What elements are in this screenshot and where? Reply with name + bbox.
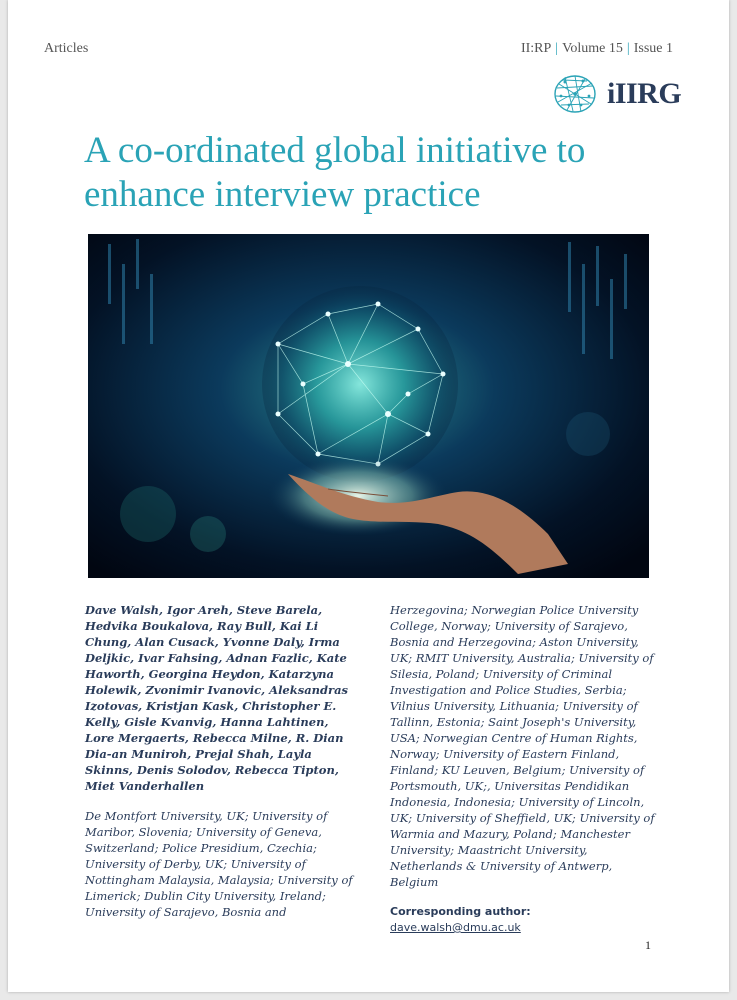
author-list: Dave Walsh, Igor Areh, Steve Barela, Hedvika Boukalova, Ray Bull, Kai Li Chung, Alan Cusack, Yvonne Daly, Irma Deljkic, Ivar Fahsing, Adnan Fazlic, Kate Haworth, Georgina Heydon, Katarzyna Holewik, Zvonimir Ivanovic, Aleksandras Izotovas, Kristjan Kask, Christopher E. Kelly, Gisle Kvanvig, Hanna Lahtinen, Lore Mergaerts, Rebecca Milne, R. Dian Dia-an Muniroh, Prejal Shah, Layla Skinns, Denis Solodov, Rebecca Tipton, Miet Vanderhallen [85, 603, 349, 793]
right-column [390, 602, 662, 936]
article-title: A co-ordinated global initiative to enhance interview practice [84, 130, 586, 215]
iiirg-logo [553, 72, 693, 116]
header-separator: | [626, 41, 630, 56]
header-separator: | [555, 41, 559, 56]
affiliations-part-1: De Montfort University, UK; University of Maribor, Slovenia; University of Geneva, Switzerland; Police Presidium, Czechia; University of Derby, UK; University of Nottingham Malaysia, Malaysia; University of Limerick; Dublin City University, Ireland; University of Sarajevo, Bosnia and [85, 809, 353, 919]
journal-name: II:RP [520, 41, 552, 56]
affiliations-part-2: Herzegovina; Norwegian Police University College, Norway; University of Sarajevo, Bosnia and Herzegovina; Aston University, UK; RMIT University, Australia; University of Silesia, Poland; University of Criminal Investigation and Police Studies, Serbia; Vilnius University, Lithuania; University of Tallinn, Estonia; Saint Joseph's University, USA; Norwegian Centre of Human Rights, Norway; University of Eastern Finland, Finland; KU Leuven, Belgium; University of Portsmouth, UK;, Universitas Pendidikan Indonesia, Indonesia; University of Lincoln, UK; University of Sheffield, UK; University of Warmia and Mazury, Poland; Manchester University; Maastricht University, Netherlands & University of Antwerp, Belgium [390, 603, 655, 889]
corresponding-author-label: Corresponding author: [390, 905, 531, 918]
logo-text: iIIRG [607, 77, 682, 110]
page-number: 1 [645, 938, 651, 952]
corresponding-email-link[interactable]: dave.walsh@dmu.ac.uk [390, 921, 521, 934]
hero-image [88, 234, 649, 578]
article-page [8, 0, 729, 992]
left-column [85, 602, 353, 920]
section-label: Articles [44, 41, 89, 56]
issue-label: Issue 1 [633, 41, 673, 56]
network-globe-hand-illustration [88, 234, 649, 578]
corresponding-author [390, 904, 662, 936]
journal-header [521, 41, 673, 57]
volume-label: Volume 15 [562, 41, 623, 56]
globe-network-icon [553, 74, 597, 114]
